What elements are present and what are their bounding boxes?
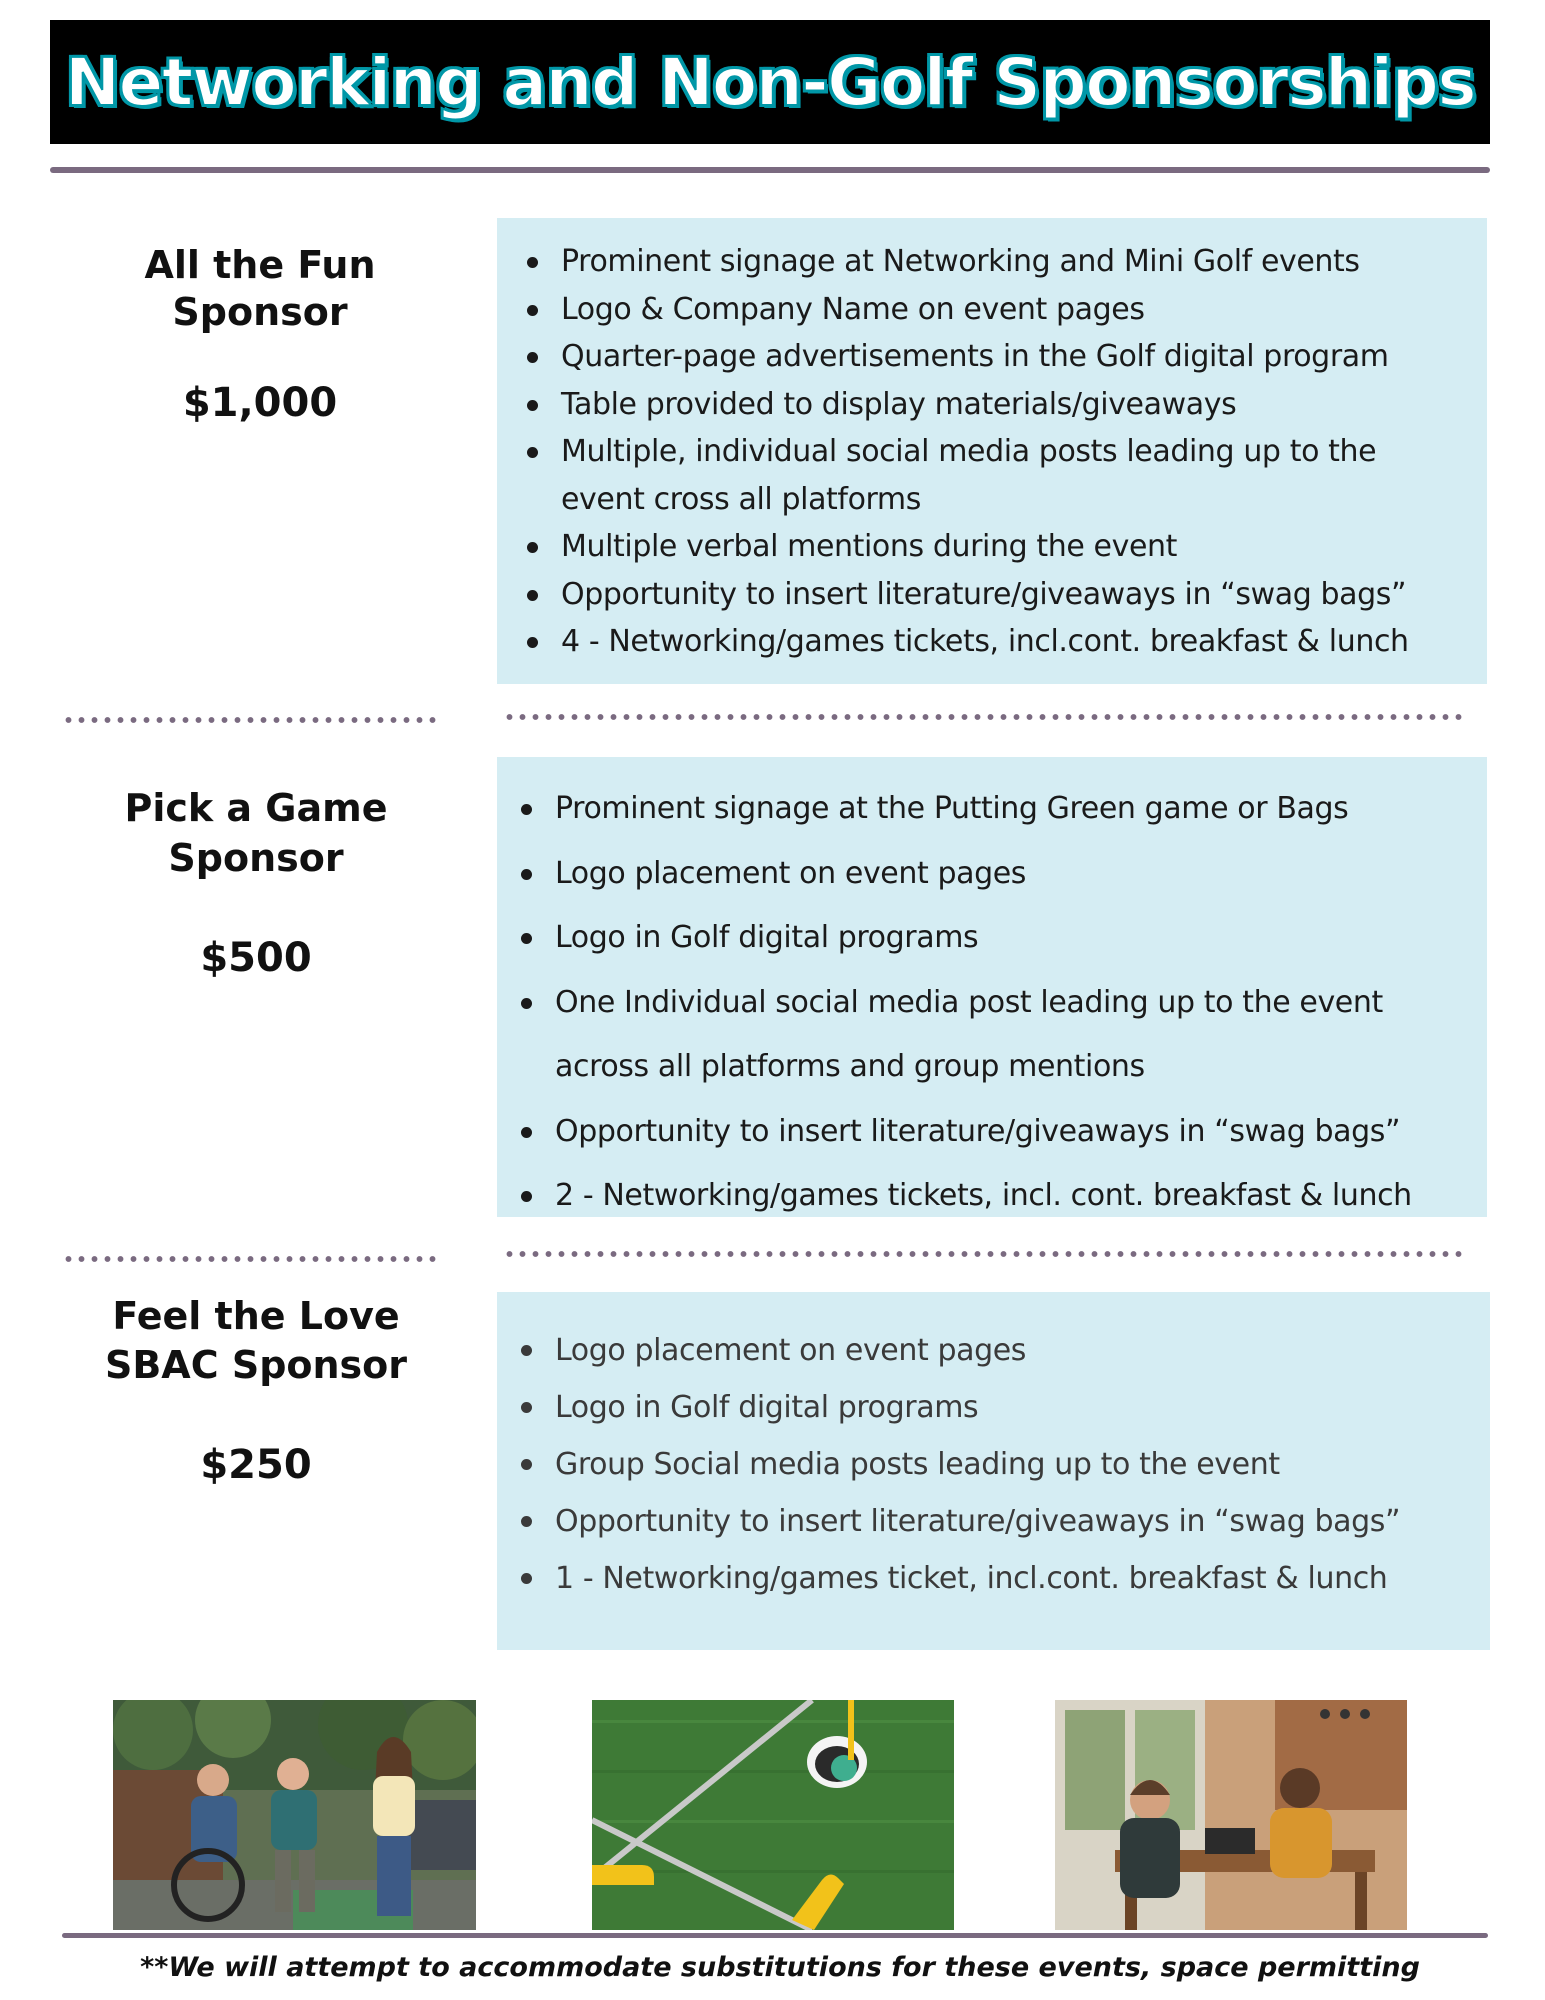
- sponsor-price: $1,000: [182, 380, 338, 426]
- dotted-divider: [62, 717, 439, 723]
- sponsor-tier-pick-a-game: [46, 783, 466, 981]
- benefit-text: Logo placement on event pages: [555, 1333, 1027, 1368]
- benefit-text: Quarter-page advertisements in the Golf digital program: [561, 339, 1389, 374]
- office-photo-illustration: [1055, 1700, 1407, 1930]
- benefit-item: [497, 618, 1477, 666]
- sponsor-price: $250: [200, 1442, 312, 1488]
- sponsor-name-line: Sponsor: [168, 836, 344, 880]
- page-header: [50, 20, 1490, 144]
- mini-golf-photo-illustration: [592, 1700, 954, 1930]
- sponsor-name-line: SBAC Sponsor: [104, 1343, 408, 1387]
- benefit-text: Logo in Golf digital programs: [555, 920, 979, 955]
- sponsor-name-line: All the Fun: [144, 243, 376, 287]
- benefits-list: [497, 1322, 1480, 1607]
- sponsor-name-line: Sponsor: [172, 290, 348, 334]
- benefits-box-all-the-fun: [497, 218, 1487, 684]
- benefits-list: [497, 238, 1477, 666]
- benefit-text: Group Social media posts leading up to the event: [555, 1447, 1280, 1482]
- benefit-text: Opportunity to insert literature/giveaways in “swag bags”: [555, 1113, 1401, 1149]
- benefit-item: [497, 906, 1477, 971]
- benefit-text: Multiple verbal mentions during the event: [561, 529, 1178, 564]
- sponsor-name-line: Pick a Game: [124, 786, 388, 830]
- benefit-item: [497, 971, 1477, 1100]
- photo-office-meeting: [1055, 1700, 1407, 1930]
- dotted-divider: [503, 1251, 1468, 1257]
- benefit-item: [497, 1436, 1480, 1493]
- benefit-text: Opportunity to insert literature/giveaways in “swag bags”: [555, 1504, 1401, 1539]
- benefit-text: 1 - Networking/games ticket, incl.cont. breakfast & lunch: [555, 1561, 1388, 1596]
- sponsor-name-line: Feel the Love: [112, 1294, 400, 1338]
- footer-divider: [62, 1933, 1488, 1938]
- benefit-text: Table provided to display materials/giveaways: [561, 386, 1237, 422]
- photo-people-networking: [113, 1700, 476, 1930]
- sponsor-tier-name: [46, 783, 466, 883]
- sponsor-tier-all-the-fun: [50, 242, 470, 426]
- page-title: Networking and Non-Golf Sponsorships: [64, 43, 1476, 121]
- benefit-text: Prominent signage at Networking and Mini Golf events: [561, 244, 1360, 279]
- sponsor-tier-name: [50, 242, 470, 336]
- benefit-text: Logo placement on event pages: [555, 855, 1027, 891]
- sponsor-tier-feel-the-love: [46, 1292, 466, 1488]
- benefit-item: [497, 523, 1477, 571]
- benefit-item: [497, 381, 1477, 429]
- benefits-box-feel-the-love: [497, 1292, 1490, 1650]
- benefit-item: [497, 238, 1477, 286]
- benefit-text: One Individual social media post leading up to the event across all platforms and group mentions: [555, 984, 1383, 1084]
- benefit-text: Prominent signage at the Putting Green game or Bags: [555, 791, 1349, 826]
- benefit-item: [497, 428, 1477, 523]
- benefit-text: Logo in Golf digital programs: [555, 1390, 979, 1425]
- sponsor-price: $500: [200, 935, 312, 981]
- benefit-item: [497, 1550, 1480, 1607]
- benefit-text: 4 - Networking/games tickets, incl.cont. breakfast & lunch: [561, 624, 1409, 659]
- benefit-item: [497, 1493, 1480, 1550]
- footer-note: **We will attempt to accommodate substitutions for these events, space permitting: [140, 1952, 1420, 1983]
- benefit-text: 2 - Networking/games tickets, incl. cont. breakfast & lunch: [555, 1178, 1412, 1213]
- benefits-list: [497, 777, 1477, 1229]
- benefit-item: [497, 286, 1477, 334]
- benefits-box-pick-a-game: [497, 757, 1487, 1217]
- benefit-item: [497, 1322, 1480, 1379]
- benefit-item: [497, 571, 1477, 619]
- benefit-text: Opportunity to insert literature/giveaways in “swag bags”: [561, 576, 1407, 612]
- dotted-divider: [62, 1256, 439, 1262]
- benefit-item: [497, 842, 1477, 907]
- photo-mini-golf: [592, 1700, 954, 1930]
- benefit-text: Logo & Company Name on event pages: [561, 291, 1145, 327]
- benefit-item: [497, 777, 1477, 842]
- people-photo-illustration: [113, 1700, 476, 1930]
- benefit-item: [497, 333, 1477, 381]
- benefit-item: [497, 1379, 1480, 1436]
- dotted-divider: [503, 714, 1468, 720]
- sponsor-tier-name: [46, 1292, 466, 1390]
- benefit-item: [497, 1164, 1477, 1229]
- benefit-item: [497, 1100, 1477, 1165]
- benefit-text: Multiple, individual social media posts leading up to the event cross all platforms: [561, 434, 1377, 517]
- header-divider: [50, 167, 1490, 173]
